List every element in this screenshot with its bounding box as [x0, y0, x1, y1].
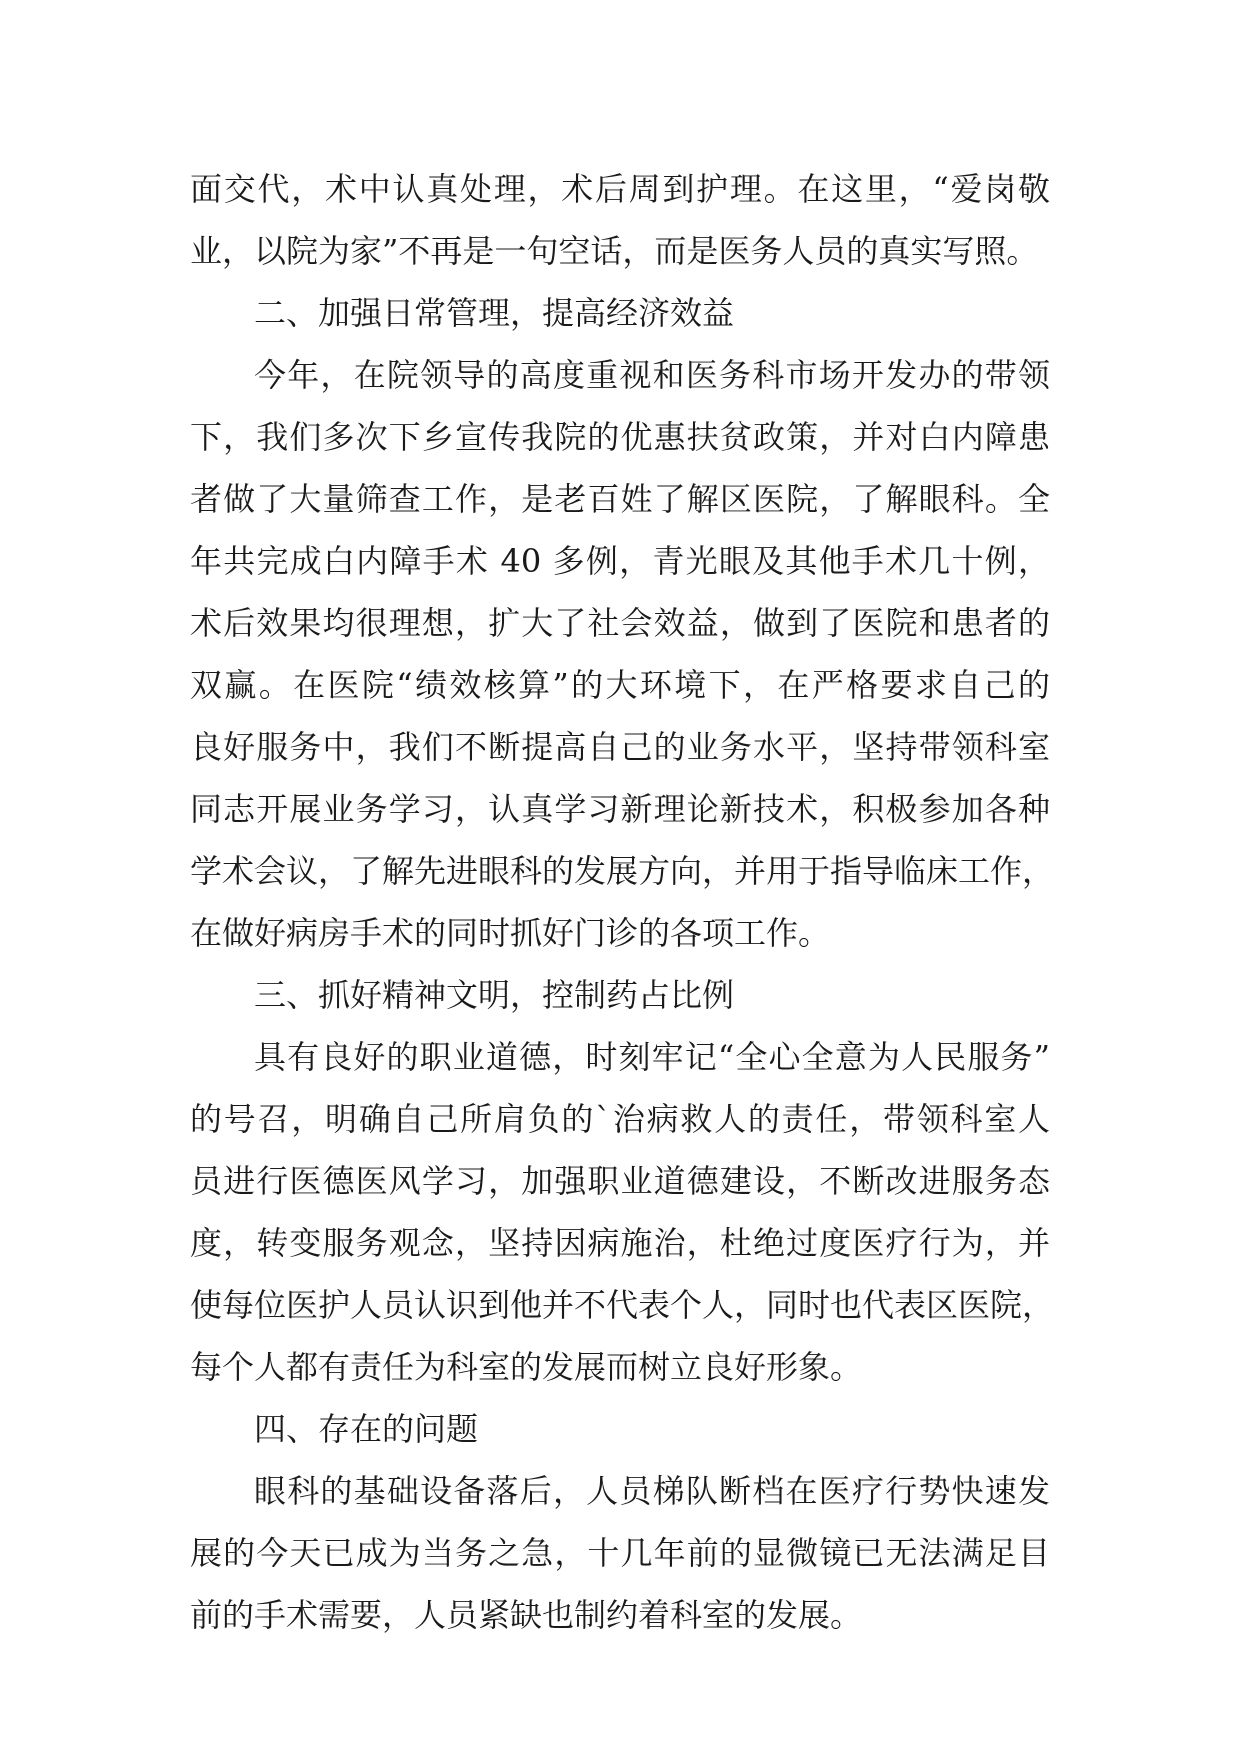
text-line: 的号召，明确自己所肩负的`治病救人的责任，带领科室人 [190, 1100, 1050, 1138]
text-line: 者做了大量筛查工作，是老百姓了解区医院，了解眼科。全 [190, 480, 1050, 518]
text-line: 学术会议，了解先进眼科的发展方向，并用于指导临床工作， [190, 852, 1055, 890]
paragraph-intro-continued [190, 158, 1050, 282]
section-heading [190, 282, 1050, 344]
text-line: 良好服务中，我们不断提高自己的业务水平，坚持带领科室 [190, 728, 1050, 766]
paragraph-section-4 [190, 1460, 1050, 1646]
document-body [190, 158, 1055, 1646]
text-line: 术后效果均很理想，扩大了社会效益，做到了医院和患者的 [190, 604, 1050, 642]
heading-text: 三、抓好精神文明，控制药占比例 [254, 976, 735, 1014]
paragraph-section-3 [190, 1026, 1055, 1398]
text-line: 下，我们多次下乡宣传我院的优惠扶贫政策，并对白内障患 [190, 418, 1050, 456]
text-line: 在做好病房手术的同时抓好门诊的各项工作。 [190, 914, 831, 952]
text-line: 具有良好的职业道德，时刻牢记“全心全意为人民服务” [254, 1038, 1050, 1076]
text-line: 度，转变服务观念，坚持因病施治，杜绝过度医疗行为，并 [190, 1224, 1050, 1262]
text-line: 今年，在院领导的高度重视和医务科市场开发办的带领 [254, 356, 1050, 394]
text-line: 前的手术需要，人员紧缺也制约着科室的发展。 [190, 1596, 863, 1634]
text-line: 眼科的基础设备落后，人员梯队断档在医疗行势快速发 [254, 1472, 1050, 1510]
section-heading [190, 964, 1050, 1026]
text-line: 员进行医德医风学习，加强职业道德建设，不断改进服务态 [190, 1162, 1050, 1200]
text-line: 面交代，术中认真处理，术后周到护理。在这里，“爱岗敬 [190, 170, 1050, 208]
text-line: 使每位医护人员认识到他并不代表个人，同时也代表区医院， [190, 1286, 1055, 1324]
paragraph-section-2 [190, 344, 1055, 964]
heading-text: 四、存在的问题 [254, 1410, 479, 1448]
text-line: 双赢。在医院“绩效核算”的大环境下，在严格要求自己的 [190, 666, 1050, 704]
section-heading [190, 1398, 1050, 1460]
text-line: 展的今天已成为当务之急，十几年前的显微镜已无法满足目 [190, 1534, 1050, 1572]
text-line: 业，以院为家”不再是一句空话，而是医务人员的真实写照。 [190, 232, 1039, 270]
text-line: 同志开展业务学习，认真学习新理论新技术，积极参加各种 [190, 790, 1050, 828]
heading-text: 二、加强日常管理，提高经济效益 [254, 294, 735, 332]
text-line: 每个人都有责任为科室的发展而树立良好形象。 [190, 1348, 863, 1386]
text-line: 年共完成白内障手术 40 多例，青光眼及其他手术几十例， [190, 542, 1050, 580]
